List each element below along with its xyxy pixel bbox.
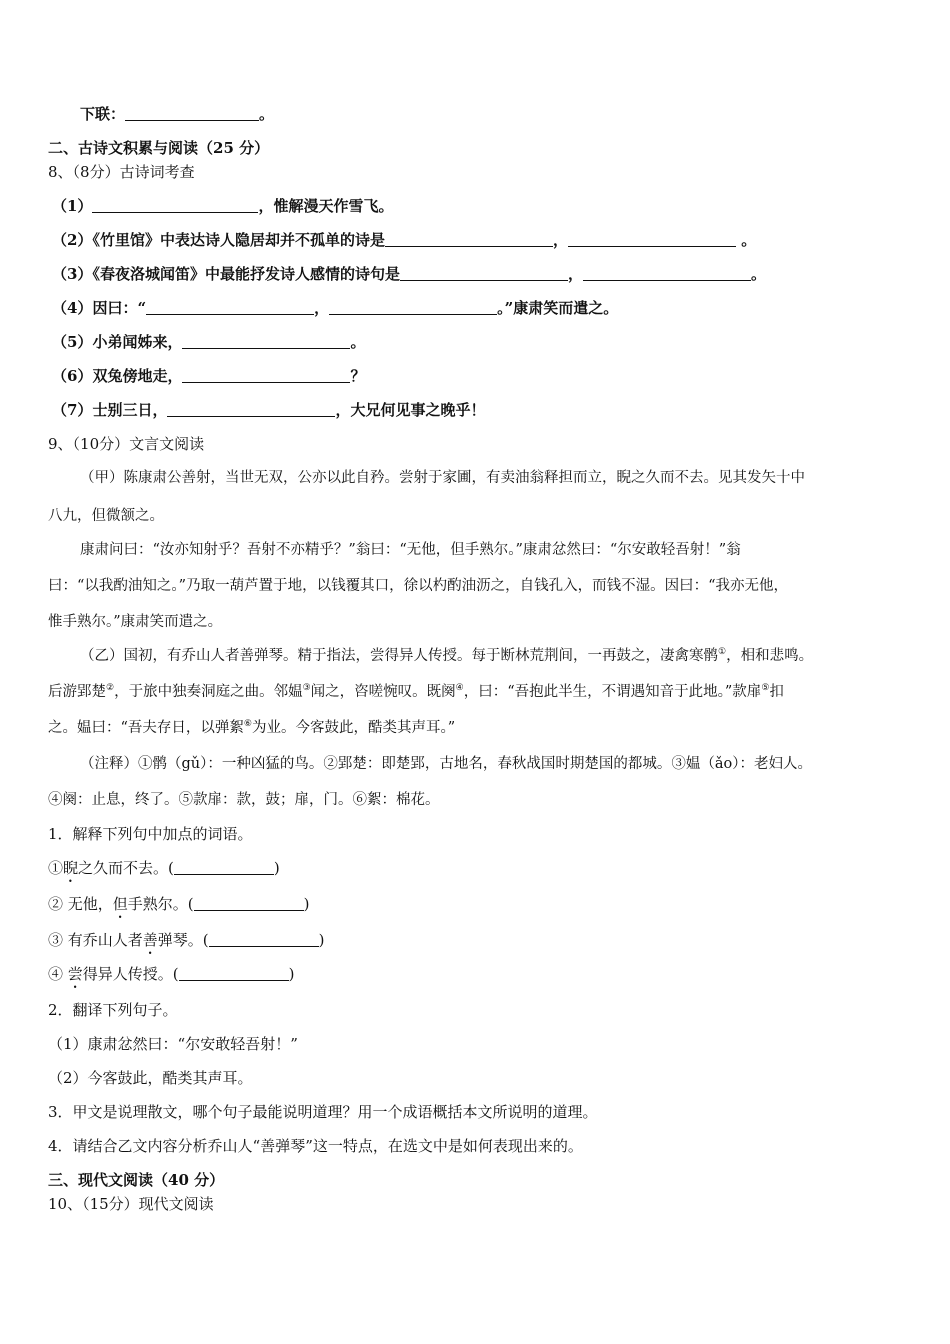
annotation-line: （注释）①鹘（gǔ）：一种凶猛的鸟。②郢楚：即楚郢，古地名，春秋战国时期楚国的都城。③媪（ǎo）：老妇人。 xyxy=(80,756,812,772)
q8-item-6: （6）双兔傍地走， ？ xyxy=(52,367,366,385)
xialian-line: 下联： 。 xyxy=(80,105,275,123)
q8-item-7: （7）士别三日， ，大兄何见事之晚乎！ xyxy=(52,401,486,419)
q8-item-1: （1） ，惟解漫天作雪飞。 xyxy=(52,197,394,215)
question-4: 4．请结合乙文内容分析乔山人“善弹琴”这一特点，在选文中是如何表现出来的。 xyxy=(48,1137,583,1155)
q8-item-2: （2）《竹里馆》中表达诗人隐居却并不孤单的诗是 ， 。 xyxy=(52,231,757,249)
question-1: 1．解释下列句中加点的词语。 xyxy=(48,825,253,843)
answer-blank[interactable] xyxy=(182,333,350,349)
q8-item-3: （3）《春夜洛城闻笛》中最能抒发诗人感情的诗句是 ， 。 xyxy=(52,265,766,283)
question-2-2: （2）今客鼓此，酷类其声耳。 xyxy=(48,1069,253,1087)
question-2: 2．翻译下列句子。 xyxy=(48,1001,178,1019)
q1-item-4: ④ 尝得异人传授。( ) xyxy=(48,965,295,983)
answer-blank[interactable] xyxy=(146,299,314,315)
answer-blank[interactable] xyxy=(209,931,319,947)
answer-blank[interactable] xyxy=(167,401,335,417)
passage-yi-line: 后游郢楚②，于旅中独奏洞庭之曲。邻媪③闻之，咨嗟惋叹。既阕④，曰：“吾抱此半生，不谓遇知音于此地。”款扉⑤扣 xyxy=(48,683,784,700)
section3-title: 三、现代文阅读（40 分） xyxy=(48,1171,225,1189)
answer-blank[interactable] xyxy=(400,265,568,281)
question-2-1: （1）康肃忿然曰：“尔安敢轻吾射！” xyxy=(48,1035,298,1053)
annotation-line: ④阕：止息，终了。⑤款扉：款，鼓；扉，门。⑥絮：棉花。 xyxy=(48,792,440,808)
section2-title: 二、古诗文积累与阅读（25 分） xyxy=(48,139,270,157)
passage-yi-line: 之。媪曰：“吾夫存日，以弹絮⑥为业。今客鼓此，酷类其声耳。” xyxy=(48,719,456,736)
passage-jia-line: 曰：“以我酌油知之。”乃取一葫芦置于地，以钱覆其口，徐以杓酌油沥之，自钱孔入，而钱不湿。因曰：“我亦无他， xyxy=(48,578,788,594)
q9-header: 9、（10分）文言文阅读 xyxy=(48,435,205,453)
passage-jia-line: 康肃问曰：“汝亦知射乎？吾射不亦精乎？”翁曰：“无他，但手熟尔。”康肃忿然曰：“尔安敢轻吾射！”翁 xyxy=(80,542,741,558)
q1-item-2: ② 无他，但手熟尔。( ) xyxy=(48,895,310,913)
answer-blank[interactable] xyxy=(194,895,304,911)
q10-header: 10、（15分）现代文阅读 xyxy=(48,1195,214,1213)
answer-blank[interactable] xyxy=(568,231,736,247)
answer-blank[interactable] xyxy=(182,367,350,383)
answer-blank[interactable] xyxy=(583,265,751,281)
q8-item-5: （5）小弟闻姊来， 。 xyxy=(52,333,366,351)
answer-blank[interactable] xyxy=(179,965,289,981)
answer-blank[interactable] xyxy=(125,105,259,121)
answer-blank[interactable] xyxy=(92,197,258,213)
question-3: 3．甲文是说理散文，哪个句子最能说明道理？用一个成语概括本文所说明的道理。 xyxy=(48,1103,598,1121)
q8-header: 8、（8分）古诗词考查 xyxy=(48,163,195,181)
answer-blank[interactable] xyxy=(174,859,274,875)
passage-jia-line: 八九，但微颔之。 xyxy=(48,508,164,524)
passage-jia-line: （甲）陈康肃公善射，当世无双，公亦以此自矜。尝射于家圃，有卖油翁释担而立，睨之久而不去。见其发矢十中 xyxy=(80,470,805,486)
q8-item-4: （4）因曰：“ ， 。”康肃笑而遣之。 xyxy=(52,299,619,317)
answer-blank[interactable] xyxy=(329,299,497,315)
q1-item-3: ③ 有乔山人者善弹琴。( ) xyxy=(48,931,325,949)
passage-yi-line: （乙）国初，有乔山人者善弹琴。精于指法，尝得异人传授。每于断林荒荆间，一再鼓之，凄禽寒鹘①，相和悲鸣。 xyxy=(80,647,814,664)
passage-jia-line: 惟手熟尔。”康肃笑而遣之。 xyxy=(48,614,223,630)
answer-blank[interactable] xyxy=(385,231,553,247)
q1-item-1: ①睨之久而不去。( ) xyxy=(48,859,280,877)
